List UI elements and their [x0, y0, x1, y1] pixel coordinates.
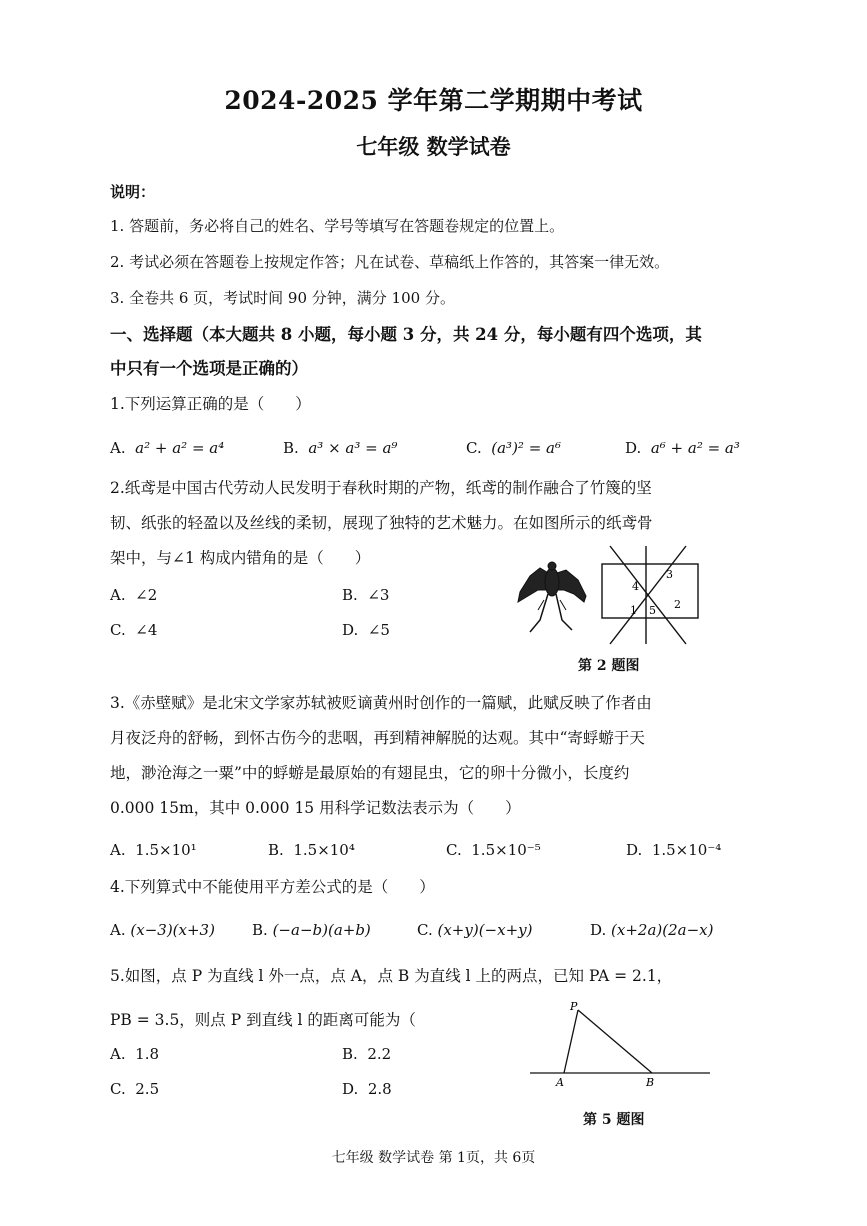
q5-option-a — [110, 1044, 159, 1064]
q2-option-c-label: C. — [110, 621, 126, 639]
q1-option-b-text: a³ × a³ = a⁹ — [308, 439, 398, 457]
q3-option-c — [446, 840, 541, 860]
q2-stem-line3: 架中，与∠1 构成内错角的是（ ） — [110, 549, 371, 567]
q2-figure-label-2: 2 — [674, 598, 681, 611]
exam-subtitle: 七年级 数学试卷 — [356, 134, 511, 159]
section1-heading-line1: 一、选择题（本大题共 8 小题，每小题 3 分，共 24 分，每小题有四个选项，其 — [110, 325, 702, 344]
q3-option-b-label: B. — [268, 841, 284, 859]
page-footer: 七年级 数学试卷 第 1页，共 6页 — [331, 1150, 536, 1166]
q5-option-c-text: 2.5 — [135, 1080, 160, 1098]
q3-option-a-label: A. — [110, 841, 126, 859]
q3-option-c-label: C. — [446, 841, 462, 859]
q2-figure-label-4: 4 — [632, 580, 639, 593]
q5-option-c-label: C. — [110, 1080, 126, 1098]
q2-option-a-label: A. — [110, 586, 126, 604]
q2-option-d — [342, 620, 390, 640]
q4-option-c-label: C. — [417, 921, 433, 939]
q2-option-b — [342, 585, 389, 605]
q2-figure-label-3: 3 — [666, 568, 673, 581]
kite-frame-diagram — [602, 546, 698, 644]
q1-option-d-text: a⁶ + a² = a³ — [650, 439, 740, 457]
q5-option-a-label: A. — [110, 1045, 126, 1063]
q3-option-d-text: 1.5×10⁻⁴ — [651, 841, 722, 859]
q3-option-b — [268, 840, 355, 860]
q3-option-a-text: 1.5×10¹ — [135, 841, 197, 859]
section1-heading-line2: 中只有一个选项是正确的） — [110, 359, 308, 378]
q2-figure-label-1: 1 — [630, 604, 637, 617]
q4-option-b-text: (−a−b)(a+b) — [272, 921, 371, 939]
q4-option-a-text: (x−3)(x+3) — [130, 921, 215, 939]
kite-illustration — [518, 562, 586, 632]
q4-option-d — [590, 920, 713, 940]
q5-stem-line2: PB = 3.5，则点 P 到直线 l 的距离可能为（ — [110, 1011, 416, 1029]
q4-option-c-text: (x+y)(−x+y) — [437, 921, 533, 939]
q3-option-c-text: 1.5×10⁻⁵ — [471, 841, 541, 859]
q5-option-d-label: D. — [342, 1080, 359, 1098]
q3-stem-line3: 地，渺沧海之一粟”中的蜉蝣是最原始的有翅昆虫，它的卵十分微小，长度约 — [110, 764, 630, 782]
q2-option-d-text: ∠5 — [367, 621, 390, 639]
q3-stem-line1: 3.《赤壁赋》是北宋文学家苏轼被贬谪黄州时创作的一篇赋，此赋反映了作者由 — [110, 694, 652, 712]
q5-option-b-label: B. — [342, 1045, 358, 1063]
q2-figure — [510, 540, 720, 650]
q5-stem-line1: 5.如图，点 P 为直线 l 外一点，点 A，点 B 为直线 l 上的两点，已知 PA = 2.1， — [110, 967, 673, 985]
q2-stem-line1: 2.纸鸢是中国古代劳动人民发明于春秋时期的产物，纸鸢的制作融合了竹篾的坚 — [110, 479, 652, 497]
q5-option-b-text: 2.2 — [367, 1045, 392, 1063]
q5-figure — [526, 998, 716, 1090]
q5-label-p: P — [570, 1000, 578, 1013]
q1-option-b — [283, 438, 397, 458]
q2-option-c-text: ∠4 — [135, 621, 158, 639]
q1-option-c-label: C. — [466, 439, 482, 457]
q5-figure-caption: 第 5 题图 — [583, 1112, 645, 1128]
q3-stem-line2: 月夜泛舟的舒畅，到怀古伤今的悲咽，再到精神解脱的达观。其中“寄蜉蝣于天 — [110, 729, 645, 747]
q3-option-a — [110, 840, 197, 860]
q5-option-c — [110, 1079, 159, 1099]
q3-option-d — [626, 840, 721, 860]
q5-label-b: B — [646, 1076, 655, 1089]
q5-option-d-text: 2.8 — [367, 1080, 392, 1098]
exam-title: 2024-2025 学年第二学期期中考试 — [224, 86, 643, 115]
q4-option-c — [417, 920, 532, 940]
q4-stem: 4.下列算式中不能使用平方差公式的是（ ） — [110, 878, 435, 896]
q4-option-d-label: D. — [590, 921, 607, 939]
q2-option-b-label: B. — [342, 586, 358, 604]
instruction-item-2: 2. 考试必须在答题卷上按规定作答；凡在试卷、草稿纸上作答的，其答案一律无效。 — [110, 253, 670, 271]
instruction-item-1: 1. 答题前，务必将自己的姓名、学号等填写在答题卷规定的位置上。 — [110, 217, 565, 235]
q1-option-a-label: A. — [110, 439, 126, 457]
q5-option-a-text: 1.8 — [135, 1045, 160, 1063]
q2-option-d-label: D. — [342, 621, 359, 639]
q3-option-d-label: D. — [626, 841, 643, 859]
q2-option-a — [110, 585, 157, 605]
segment-pb — [578, 1010, 652, 1073]
instruction-item-3: 3. 全卷共 6 页，考试时间 90 分钟，满分 100 分。 — [110, 289, 455, 307]
q1-option-a — [110, 438, 224, 458]
q2-stem-line2: 韧、纸张的轻盈以及丝线的柔韧，展现了独特的艺术魅力。在如图所示的纸鸢骨 — [110, 514, 653, 532]
q5-option-d — [342, 1079, 392, 1099]
q4-option-b — [252, 920, 371, 940]
q5-label-a: A — [556, 1076, 564, 1089]
q2-option-b-text: ∠3 — [367, 586, 390, 604]
instructions-heading: 说明： — [110, 183, 156, 201]
q2-figure-caption: 第 2 题图 — [578, 658, 640, 674]
q1-option-c-text: (a³)² = a⁶ — [491, 439, 561, 457]
q4-option-a-label: A. — [110, 921, 126, 939]
q2-figure-label-5: 5 — [649, 604, 656, 617]
q1-option-c — [466, 438, 561, 458]
q1-option-d-label: D. — [625, 439, 642, 457]
q2-option-c — [110, 620, 157, 640]
q4-option-d-text: (x+2a)(2a−x) — [611, 921, 714, 939]
q4-option-b-label: B. — [252, 921, 268, 939]
q3-stem-line4: 0.000 15m，其中 0.000 15 用科学记数法表示为（ ） — [110, 799, 521, 817]
segment-pa — [564, 1010, 578, 1073]
q1-stem: 1.下列运算正确的是（ ） — [110, 395, 311, 413]
q2-option-a-text: ∠2 — [135, 586, 158, 604]
q5-option-b — [342, 1044, 391, 1064]
q1-option-b-label: B. — [283, 439, 299, 457]
q4-option-a — [110, 920, 215, 940]
q1-option-d — [625, 438, 740, 458]
q3-option-b-text: 1.5×10⁴ — [293, 841, 355, 859]
q1-option-a-text: a² + a² = a⁴ — [135, 439, 225, 457]
